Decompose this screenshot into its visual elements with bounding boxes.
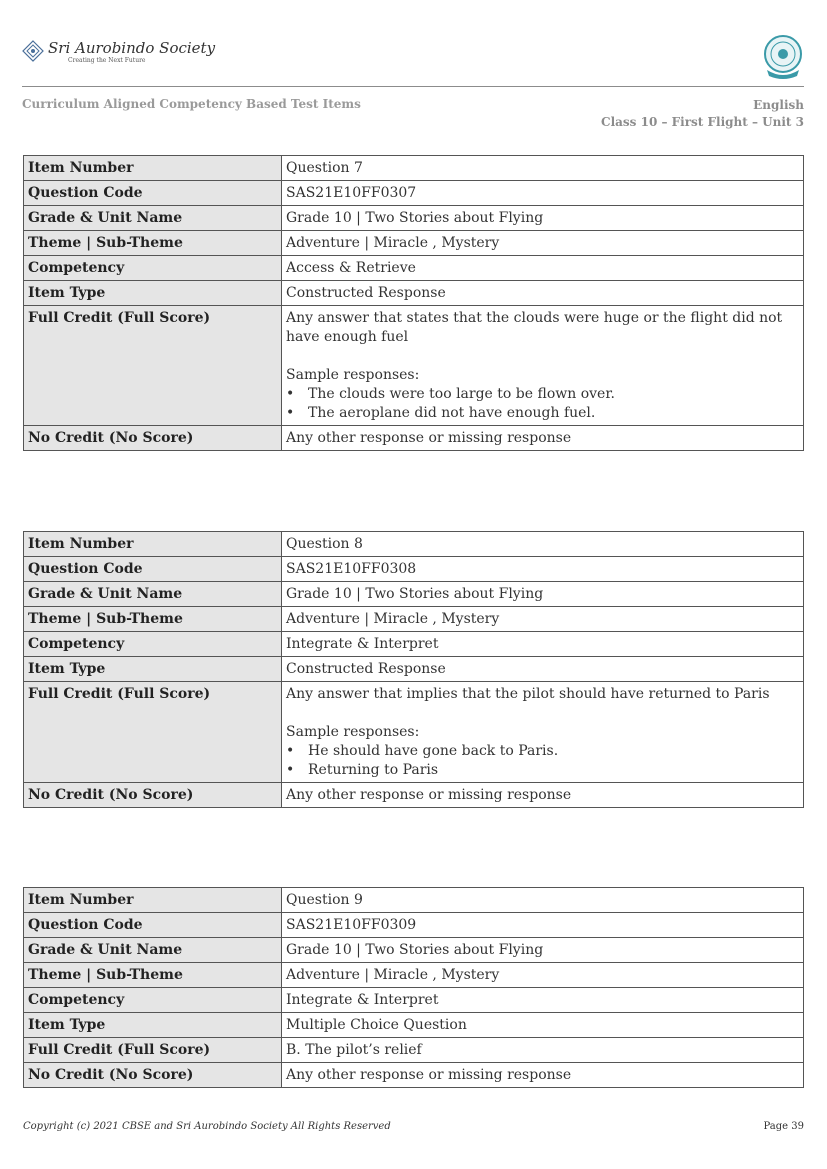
row-label: No Credit (No Score) <box>24 426 282 451</box>
table-row <box>24 231 804 256</box>
table-row <box>24 682 804 783</box>
table-row <box>24 582 804 607</box>
row-label: Item Type <box>24 1013 282 1038</box>
row-label: Full Credit (Full Score) <box>24 1038 282 1063</box>
row-label: Grade & Unit Name <box>24 206 282 231</box>
org-tagline: Creating the Next Future <box>68 57 146 64</box>
row-value: Question 7 <box>282 156 804 181</box>
row-value: Question 9 <box>282 888 804 913</box>
row-value: Constructed Response <box>282 281 804 306</box>
row-value: Grade 10 | Two Stories about Flying <box>282 582 804 607</box>
org-name: Sri Aurobindo Society <box>48 39 216 57</box>
row-value: Constructed Response <box>282 657 804 682</box>
table-row <box>24 783 804 808</box>
row-label: Item Type <box>24 657 282 682</box>
table-row <box>24 1063 804 1088</box>
table-row <box>24 281 804 306</box>
row-label: Theme | Sub-Theme <box>24 607 282 632</box>
table-row <box>24 988 804 1013</box>
full-credit-text: Any answer that states that the clouds were huge or the flight did not have enough fuel <box>286 310 783 345</box>
subject: English <box>753 98 804 112</box>
row-value: Access & Retrieve <box>282 256 804 281</box>
row-label: Question Code <box>24 913 282 938</box>
row-value: Any other response or missing response <box>282 1063 804 1088</box>
full-credit-cell <box>282 682 804 783</box>
table-row <box>24 963 804 988</box>
row-label: Grade & Unit Name <box>24 938 282 963</box>
row-value: SAS21E10FF0308 <box>282 557 804 582</box>
item-table-question-9 <box>23 887 804 1088</box>
row-value: Multiple Choice Question <box>282 1013 804 1038</box>
table-row <box>24 426 804 451</box>
table-row <box>24 1038 804 1063</box>
row-label: Item Number <box>24 532 282 557</box>
row-value: Integrate & Interpret <box>282 632 804 657</box>
sri-aurobindo-society-logo <box>22 38 215 64</box>
row-value: Adventure | Miracle , Mystery <box>282 607 804 632</box>
table-row <box>24 607 804 632</box>
table-row <box>24 938 804 963</box>
sample-response: • Returning to Paris <box>286 762 439 778</box>
row-value: Question 8 <box>282 532 804 557</box>
sample-response: • The clouds were too large to be flown over. <box>286 386 615 402</box>
full-credit-cell <box>282 306 804 426</box>
row-label: Full Credit (Full Score) <box>24 306 282 426</box>
row-label: Item Type <box>24 281 282 306</box>
table-row <box>24 913 804 938</box>
lotus-icon <box>22 40 44 62</box>
table-row <box>24 156 804 181</box>
sample-responses-label: Sample responses: <box>286 367 420 383</box>
table-row <box>24 306 804 426</box>
document-title: Curriculum Aligned Competency Based Test Items <box>22 97 361 111</box>
sample-response: • He should have gone back to Paris. <box>286 743 559 759</box>
row-label: Competency <box>24 632 282 657</box>
row-value: Adventure | Miracle , Mystery <box>282 963 804 988</box>
row-value: Any other response or missing response <box>282 783 804 808</box>
page-header <box>22 34 804 86</box>
class-info: Class 10 – First Flight – Unit 3 <box>601 115 804 129</box>
table-row <box>24 657 804 682</box>
row-label: Question Code <box>24 181 282 206</box>
row-label: Competency <box>24 988 282 1013</box>
row-label: Item Number <box>24 156 282 181</box>
row-label: Grade & Unit Name <box>24 582 282 607</box>
table-row <box>24 557 804 582</box>
table-row <box>24 206 804 231</box>
item-table-question-7 <box>23 155 804 451</box>
row-value: Adventure | Miracle , Mystery <box>282 231 804 256</box>
table-row <box>24 532 804 557</box>
row-label: Theme | Sub-Theme <box>24 231 282 256</box>
item-table-question-8 <box>23 531 804 808</box>
page-number: Page 39 <box>763 1121 804 1132</box>
row-value: Any other response or missing response <box>282 426 804 451</box>
row-value: SAS21E10FF0307 <box>282 181 804 206</box>
row-label: Full Credit (Full Score) <box>24 682 282 783</box>
table-row <box>24 1013 804 1038</box>
cbse-seal-icon <box>762 34 804 84</box>
sample-responses-label: Sample responses: <box>286 724 420 740</box>
table-row <box>24 181 804 206</box>
sample-response: • The aeroplane did not have enough fuel. <box>286 405 596 421</box>
header-divider <box>22 86 804 87</box>
row-label: Question Code <box>24 557 282 582</box>
row-value: B. The pilot’s relief <box>282 1038 804 1063</box>
row-label: No Credit (No Score) <box>24 1063 282 1088</box>
row-label: Theme | Sub-Theme <box>24 963 282 988</box>
row-value: Grade 10 | Two Stories about Flying <box>282 206 804 231</box>
full-credit-text: Any answer that implies that the pilot should have returned to Paris <box>286 686 770 702</box>
row-value: SAS21E10FF0309 <box>282 913 804 938</box>
row-label: Item Number <box>24 888 282 913</box>
row-value: Integrate & Interpret <box>282 988 804 1013</box>
row-value: Grade 10 | Two Stories about Flying <box>282 938 804 963</box>
table-row <box>24 632 804 657</box>
copyright-notice: Copyright (c) 2021 CBSE and Sri Aurobindo Society All Rights Reserved <box>23 1121 391 1132</box>
table-row <box>24 256 804 281</box>
table-row <box>24 888 804 913</box>
row-label: No Credit (No Score) <box>24 783 282 808</box>
subject-info <box>601 97 804 131</box>
row-label: Competency <box>24 256 282 281</box>
